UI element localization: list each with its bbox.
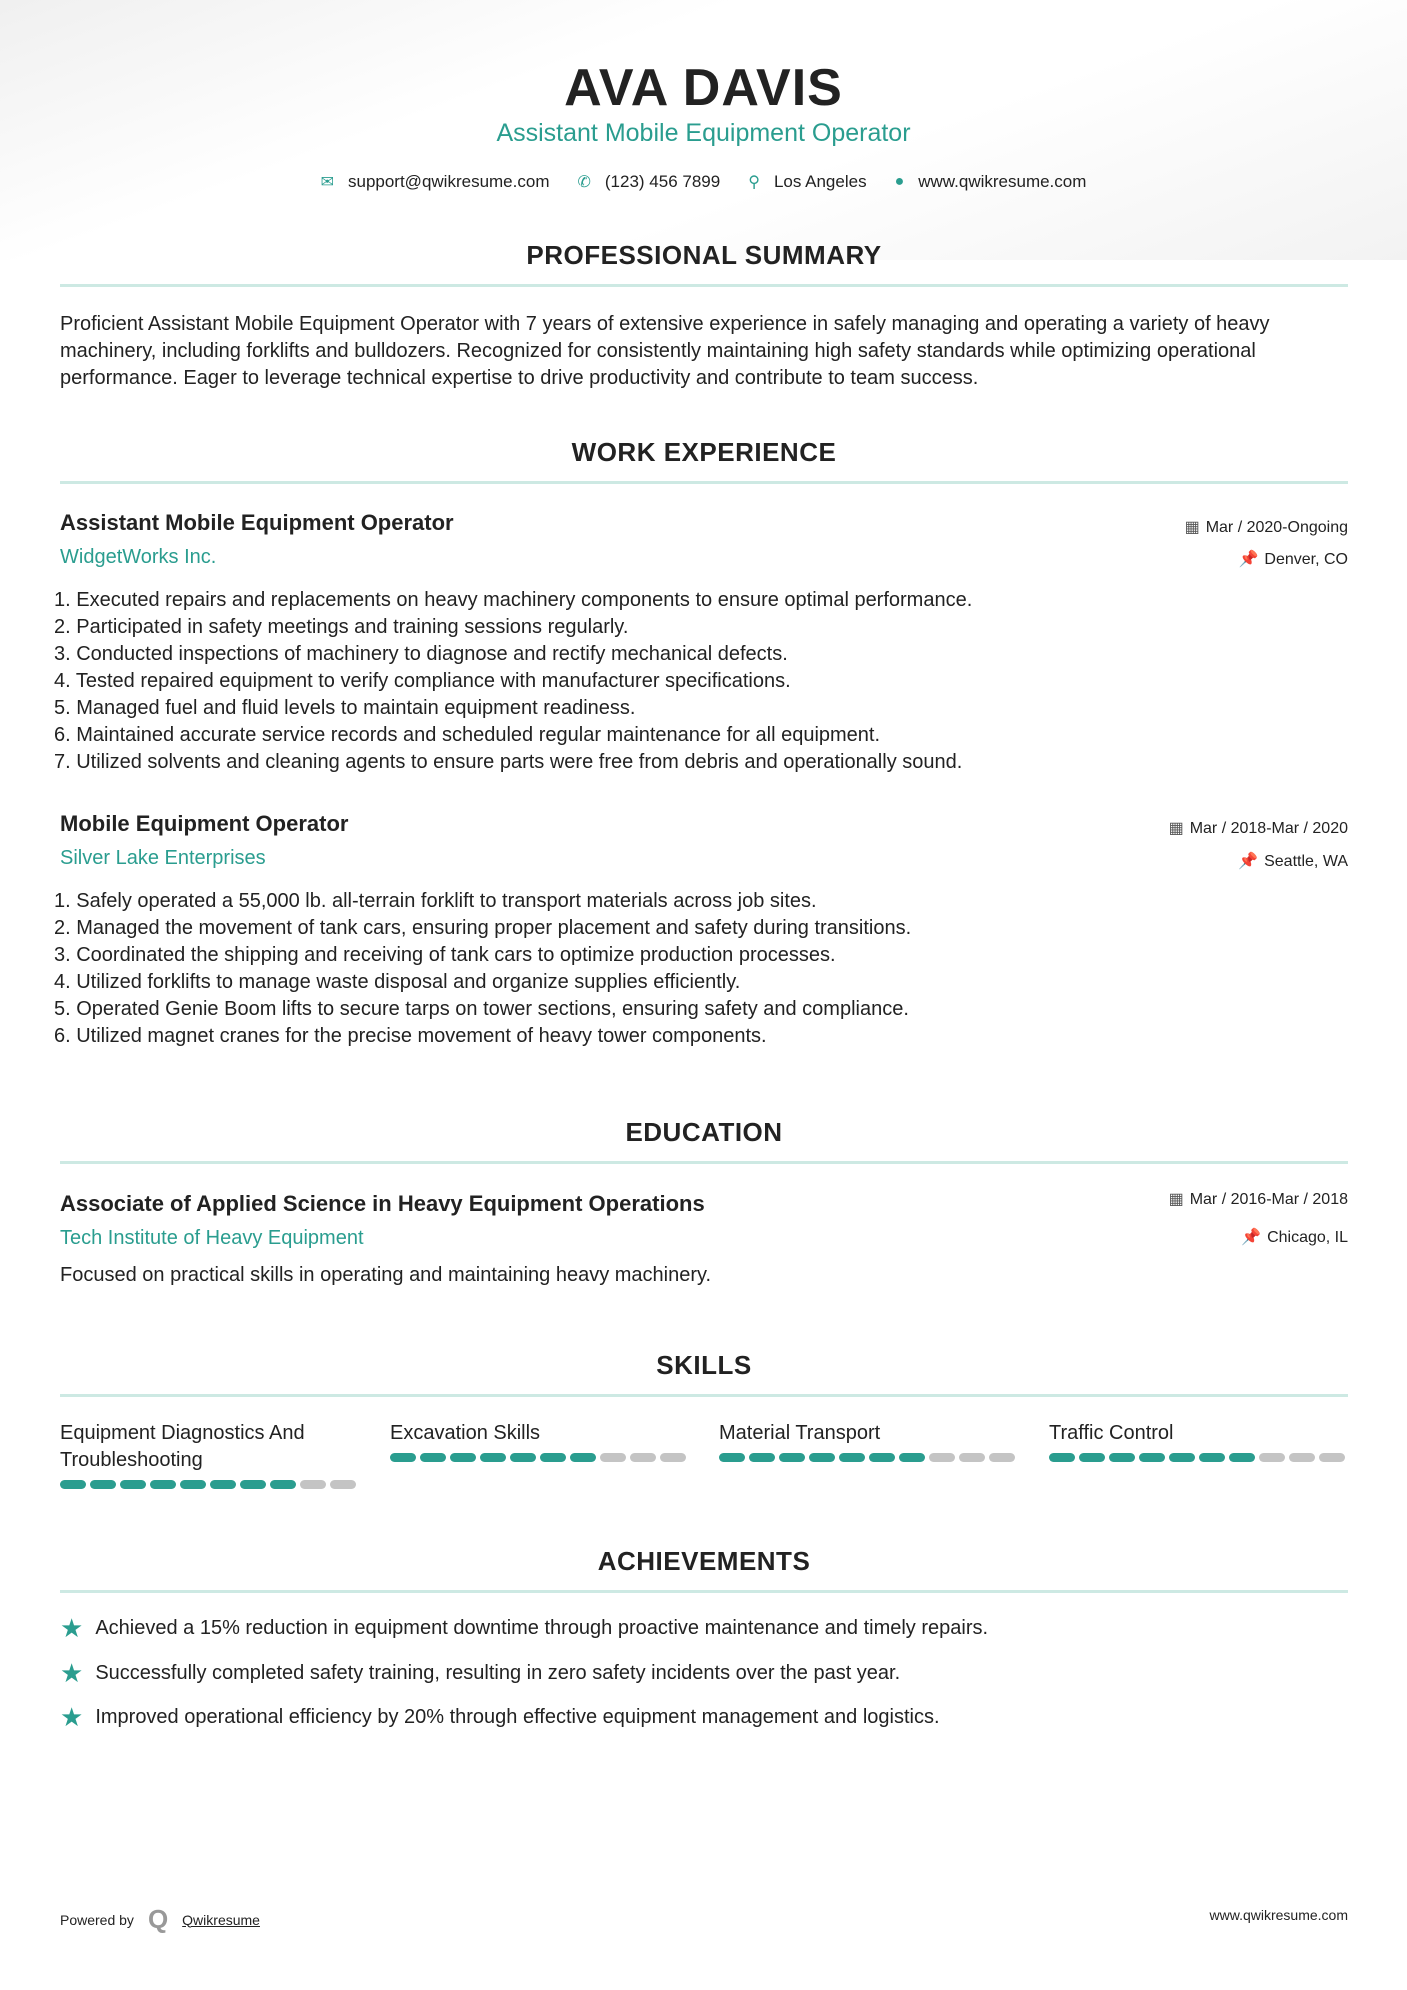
- skill-bar-segment: [120, 1480, 146, 1489]
- skill-bar-segment: [1289, 1453, 1315, 1462]
- skill-bar-segment: [660, 1453, 686, 1462]
- skill-name: Equipment Diagnostics And Troubleshooting: [60, 1422, 305, 1471]
- skill-level: [60, 1480, 360, 1489]
- skill-item: [60, 1420, 360, 1489]
- dates-text: Mar / 2018-Mar / 2020: [1189, 820, 1348, 837]
- footer-website[interactable]: www.qwikresume.com: [1209, 1907, 1348, 1923]
- list-item: 5. Operated Genie Boom lifts to secure tarps on tower sections, ensuring safety and compliance.: [54, 998, 909, 1020]
- section-heading-achievements: ACHIEVEMENTS: [597, 1546, 811, 1576]
- skill-bar-segment: [809, 1453, 835, 1462]
- brand-link[interactable]: Qwikresume: [182, 1911, 260, 1928]
- location-text: Chicago, IL: [1267, 1229, 1348, 1246]
- skill-bar-segment: [839, 1453, 865, 1462]
- education-description: Focused on practical skills in operating and maintaining heavy machinery.: [60, 1264, 712, 1286]
- job-company: Silver Lake Enterprises: [60, 847, 266, 869]
- skill-level: [1049, 1453, 1349, 1462]
- list-item: 2. Participated in safety meetings and training sessions regularly.: [54, 616, 629, 638]
- list-item: 6. Maintained accurate service records and scheduled regular maintenance for all equipment.: [54, 724, 881, 746]
- calendar-icon: ▦: [1168, 1191, 1184, 1208]
- skill-item: [1049, 1420, 1349, 1462]
- skill-item: [390, 1420, 690, 1462]
- achievement-text: Successfully completed safety training, resulting in zero safety incidents over the past year.: [95, 1661, 901, 1684]
- calendar-icon: ▦: [1184, 519, 1200, 536]
- contact-bar: [0, 172, 1407, 192]
- skill-bar-segment: [210, 1480, 236, 1489]
- skill-bar-segment: [600, 1453, 626, 1462]
- achievement-text: Improved operational efficiency by 20% through effective equipment management and logistics.: [95, 1705, 940, 1728]
- skill-bar-segment: [60, 1480, 86, 1489]
- skill-bar-segment: [630, 1453, 656, 1462]
- qwikresume-logo-icon: Q: [147, 1904, 169, 1934]
- skill-bar-segment: [869, 1453, 895, 1462]
- skill-bar-segment: [989, 1453, 1015, 1462]
- skill-bar-segment: [1259, 1453, 1285, 1462]
- divider: [60, 481, 1348, 484]
- list-item: 4. Tested repaired equipment to verify compliance with manufacturer specifications.: [54, 670, 791, 692]
- job-title: Assistant Mobile Equipment Operator: [60, 510, 454, 535]
- achievement-text: Achieved a 15% reduction in equipment downtime through proactive maintenance and timely repairs.: [95, 1616, 989, 1639]
- skill-bar-segment: [719, 1453, 745, 1462]
- divider: [60, 284, 1348, 287]
- list-item: 6. Utilized magnet cranes for the precise movement of heavy tower components.: [54, 1025, 767, 1047]
- degree: Associate of Applied Science in Heavy Equipment Operations: [60, 1191, 705, 1216]
- location-text: Denver, CO: [1264, 551, 1348, 568]
- location: Los Angeles: [773, 172, 867, 191]
- list-item: 3. Conducted inspections of machinery to diagnose and rectify mechanical defects.: [54, 643, 788, 665]
- school: Tech Institute of Heavy Equipment: [60, 1227, 364, 1249]
- job-title: Mobile Equipment Operator: [60, 811, 349, 836]
- location-pin-icon: ⚲: [748, 174, 760, 191]
- skill-bar-segment: [330, 1480, 356, 1489]
- job-company: WidgetWorks Inc.: [60, 546, 217, 568]
- skill-bar-segment: [929, 1453, 955, 1462]
- skill-bar-segment: [959, 1453, 985, 1462]
- calendar-icon: ▦: [1168, 820, 1184, 837]
- globe-icon: ●: [894, 173, 905, 190]
- job-dates: [1185, 517, 1348, 537]
- pin-icon: 📌: [1241, 1229, 1262, 1246]
- skill-bar-segment: [540, 1453, 566, 1462]
- divider: [60, 1590, 1348, 1593]
- skill-bar-segment: [779, 1453, 805, 1462]
- skill-bar-segment: [480, 1453, 506, 1462]
- website[interactable]: www.qwikresume.com: [918, 172, 1087, 191]
- skill-level: [390, 1453, 690, 1462]
- list-item: 4. Utilized forklifts to manage waste disposal and organize supplies efficiently.: [54, 971, 741, 993]
- list-item: 1. Executed repairs and replacements on heavy machinery components to ensure optimal performance.: [54, 589, 973, 611]
- skill-bar-segment: [570, 1453, 596, 1462]
- education-dates: [1169, 1189, 1348, 1209]
- skill-bar-segment: [300, 1480, 326, 1489]
- email[interactable]: support@qwikresume.com: [347, 172, 550, 191]
- phone: (123) 456 7899: [604, 172, 721, 191]
- skill-bar-segment: [510, 1453, 536, 1462]
- pin-icon: 📌: [1238, 551, 1259, 568]
- summary-text: Proficient Assistant Mobile Equipment Operator with 7 years of extensive experience in safely managing and operating a variety of heavy machinery, including forklifts and bulldozers. Recognized for consistently maintaining high safety standards while optimizing operational performance. Eager to leverage technical expertise to drive productivity and contribute to team success.: [60, 313, 1270, 389]
- pin-icon: 📌: [1238, 853, 1259, 870]
- list-item: 7. Utilized solvents and cleaning agents to ensure parts were free from debris and operationally sound.: [54, 751, 963, 773]
- skill-bar-segment: [1049, 1453, 1075, 1462]
- education-location: [1241, 1227, 1348, 1247]
- achievement-item: [60, 1660, 900, 1686]
- star-icon: ★: [60, 1613, 84, 1643]
- star-icon: ★: [60, 1702, 84, 1732]
- candidate-role: Assistant Mobile Equipment Operator: [496, 119, 911, 147]
- skill-bar-segment: [1079, 1453, 1105, 1462]
- job-location: [1238, 851, 1348, 871]
- divider: [60, 1161, 1348, 1164]
- skill-bar-segment: [90, 1480, 116, 1489]
- skill-level: [719, 1453, 1019, 1462]
- list-item: 2. Managed the movement of tank cars, ensuring proper placement and safety during transitions.: [54, 917, 912, 939]
- location-text: Seattle, WA: [1264, 853, 1348, 870]
- skill-name: Excavation Skills: [390, 1422, 541, 1444]
- job-location: [1238, 549, 1348, 569]
- list-item: 3. Coordinated the shipping and receiving of tank cars to optimize production processes.: [54, 944, 836, 966]
- skill-item: [719, 1420, 1019, 1462]
- section-heading-experience: WORK EXPERIENCE: [571, 437, 837, 467]
- job-responsibilities: [54, 888, 1344, 1050]
- skill-bar-segment: [1199, 1453, 1225, 1462]
- skill-bar-segment: [240, 1480, 266, 1489]
- star-icon: ★: [60, 1658, 84, 1688]
- achievement-item: [60, 1704, 940, 1730]
- phone-icon: ✆: [577, 174, 591, 191]
- skill-bar-segment: [1169, 1453, 1195, 1462]
- list-item: 5. Managed fuel and fluid levels to maintain equipment readiness.: [54, 697, 636, 719]
- skill-bar-segment: [450, 1453, 476, 1462]
- dates-text: Mar / 2020-Ongoing: [1205, 519, 1348, 536]
- skill-bar-segment: [390, 1453, 416, 1462]
- skill-bar-segment: [180, 1480, 206, 1489]
- section-heading-summary: PROFESSIONAL SUMMARY: [526, 240, 882, 270]
- dates-text: Mar / 2016-Mar / 2018: [1189, 1191, 1348, 1208]
- skill-bar-segment: [1139, 1453, 1165, 1462]
- skill-bar-segment: [749, 1453, 775, 1462]
- footer-powered: [60, 1904, 260, 1935]
- skill-bar-segment: [420, 1453, 446, 1462]
- skill-bar-segment: [150, 1480, 176, 1489]
- skill-name: Traffic Control: [1049, 1422, 1174, 1444]
- divider: [60, 1394, 1348, 1397]
- skill-bar-segment: [1109, 1453, 1135, 1462]
- job-responsibilities: [54, 587, 1344, 776]
- job-dates: [1169, 818, 1348, 838]
- skill-name: Material Transport: [719, 1422, 881, 1444]
- skill-bar-segment: [270, 1480, 296, 1489]
- candidate-name: AVA DAVIS: [564, 59, 843, 117]
- powered-by-label: Powered by: [60, 1911, 134, 1928]
- skill-bar-segment: [1319, 1453, 1345, 1462]
- skill-bar-segment: [1229, 1453, 1255, 1462]
- email-icon: ✉: [320, 174, 334, 191]
- achievement-item: [60, 1615, 988, 1641]
- list-item: 1. Safely operated a 55,000 lb. all-terrain forklift to transport materials across job sites.: [54, 890, 817, 912]
- section-heading-skills: SKILLS: [656, 1350, 752, 1380]
- section-heading-education: EDUCATION: [625, 1117, 783, 1147]
- skill-bar-segment: [899, 1453, 925, 1462]
